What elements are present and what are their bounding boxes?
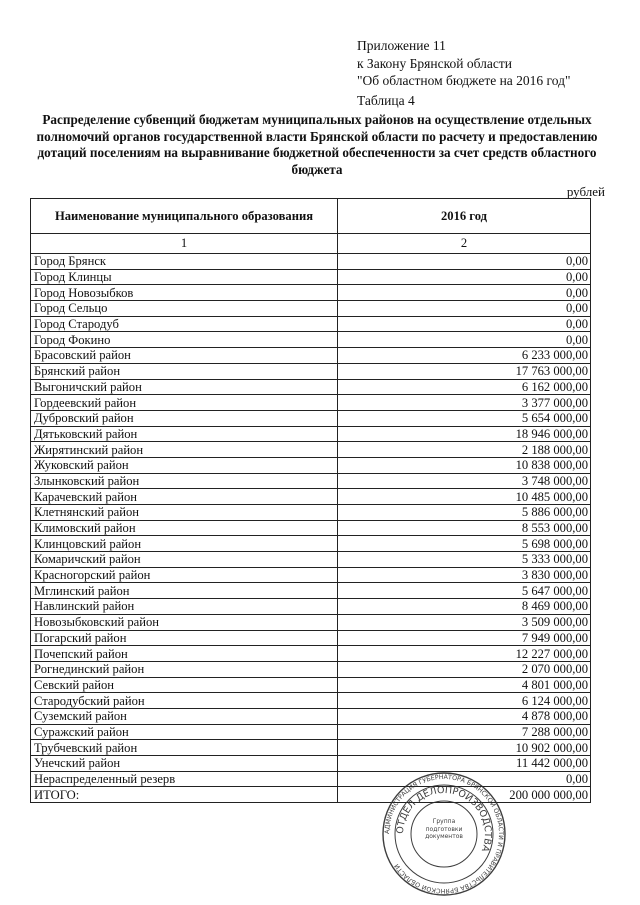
municipality-name: Брянский район	[31, 363, 338, 379]
table-row	[31, 473, 591, 489]
municipality-name: Новозыбковский район	[31, 614, 338, 630]
municipality-name: Карачевский район	[31, 489, 338, 505]
table-row	[31, 583, 591, 599]
table-row	[31, 630, 591, 646]
municipality-name: Унечский район	[31, 756, 338, 772]
amount-value: 5 698 000,00	[338, 536, 591, 552]
amount-value: 8 469 000,00	[338, 599, 591, 615]
table-row	[31, 442, 591, 458]
column-header-year: 2016 год	[338, 199, 591, 234]
table-row	[31, 426, 591, 442]
amount-value: 6 233 000,00	[338, 348, 591, 364]
municipality-name: Климовский район	[31, 520, 338, 536]
subsidy-table	[30, 198, 591, 803]
municipality-name: Город Фокино	[31, 332, 338, 348]
municipality-name: Брасовский район	[31, 348, 338, 364]
municipality-name: Рогнединский район	[31, 661, 338, 677]
table-row	[31, 536, 591, 552]
amount-value: 10 902 000,00	[338, 740, 591, 756]
amount-value: 6 162 000,00	[338, 379, 591, 395]
table-row	[31, 646, 591, 662]
municipality-name: Мглинский район	[31, 583, 338, 599]
appendix-label: Приложение 11	[357, 38, 446, 53]
amount-value: 7 288 000,00	[338, 724, 591, 740]
municipality-name: Суземский район	[31, 708, 338, 724]
law-reference: к Закону Брянской области	[357, 55, 512, 71]
law-title: "Об областном бюджете на 2016 год"	[357, 73, 571, 88]
municipality-name: Стародубский район	[31, 693, 338, 709]
municipality-name: Дятьковский район	[31, 426, 338, 442]
stamp-outer-text: АДМИНИСТРАЦИЯ ГУБЕРНАТОРА БРЯНСКОЙ ОБЛАСТИ И ПРАВИТЕЛЬСТВА БРЯНСКОЙ ОБЛАСТИ	[383, 773, 505, 895]
amount-value: 5 886 000,00	[338, 505, 591, 521]
municipality-name: Клетнянский район	[31, 505, 338, 521]
amount-value: 18 946 000,00	[338, 426, 591, 442]
table-row	[31, 614, 591, 630]
amount-value: 6 124 000,00	[338, 693, 591, 709]
amount-value: 5 333 000,00	[338, 552, 591, 568]
table-row	[31, 661, 591, 677]
table-row	[31, 787, 591, 803]
amount-value: 0,00	[338, 254, 591, 270]
table-row	[31, 395, 591, 411]
table-row	[31, 567, 591, 583]
amount-value: 200 000 000,00	[338, 787, 591, 803]
amount-value: 2 070 000,00	[338, 661, 591, 677]
document-title: Распределение субвенций бюджетам муниципальных районов на осуществление отдельных полномочий органов государственной власти Брянской области по расчету и предоставлению дотаций поселениям на выравнивание бюджетной обеспеченности за счет средств областного бюджета	[36, 112, 598, 177]
official-stamp	[382, 772, 506, 896]
amount-value: 12 227 000,00	[338, 646, 591, 662]
table-row	[31, 269, 591, 285]
amount-value: 17 763 000,00	[338, 363, 591, 379]
municipality-name: Севский район	[31, 677, 338, 693]
table-row	[31, 708, 591, 724]
municipality-name: Город Клинцы	[31, 269, 338, 285]
table-row	[31, 740, 591, 756]
currency-unit: рублей	[566, 184, 605, 199]
amount-value: 0,00	[338, 316, 591, 332]
municipality-name: Злынковский район	[31, 473, 338, 489]
municipality-name: Клинцовский район	[31, 536, 338, 552]
amount-value: 8 553 000,00	[338, 520, 591, 536]
column-number-2: 2	[338, 234, 591, 254]
table-row	[31, 724, 591, 740]
municipality-name: Город Стародуб	[31, 316, 338, 332]
amount-value: 4 801 000,00	[338, 677, 591, 693]
amount-value: 3 377 000,00	[338, 395, 591, 411]
table-row	[31, 332, 591, 348]
column-number-1: 1	[31, 234, 338, 254]
municipality-name: Красногорский район	[31, 567, 338, 583]
column-number-row	[31, 234, 591, 254]
table-row	[31, 599, 591, 615]
municipality-name: Жуковский район	[31, 457, 338, 473]
table-row	[31, 410, 591, 426]
municipality-name: Навлинский район	[31, 599, 338, 615]
table-row	[31, 505, 591, 521]
amount-value: 5 647 000,00	[338, 583, 591, 599]
table-header-row	[31, 199, 591, 234]
table-row	[31, 693, 591, 709]
municipality-name: Выгоничский район	[31, 379, 338, 395]
municipality-name: Жирятинский район	[31, 442, 338, 458]
amount-value: 7 949 000,00	[338, 630, 591, 646]
table-row	[31, 348, 591, 364]
table-row	[31, 489, 591, 505]
amount-value: 2 188 000,00	[338, 442, 591, 458]
amount-value: 0,00	[338, 269, 591, 285]
table-row	[31, 552, 591, 568]
table-row	[31, 379, 591, 395]
table-row	[31, 457, 591, 473]
amount-value: 10 838 000,00	[338, 457, 591, 473]
stamp-center-text: Группа подготовки документов	[425, 818, 463, 840]
amount-value: 0,00	[338, 285, 591, 301]
amount-value: 11 442 000,00	[338, 756, 591, 772]
municipality-name: Город Сельцо	[31, 301, 338, 317]
table-row	[31, 677, 591, 693]
amount-value: 3 748 000,00	[338, 473, 591, 489]
table-row	[31, 301, 591, 317]
table-row	[31, 285, 591, 301]
municipality-name: ИТОГО:	[31, 787, 338, 803]
stamp-inner-text: ОТДЕЛ ДЕЛОПРОИЗВОДСТВА	[394, 784, 494, 854]
table-row	[31, 363, 591, 379]
table-row	[31, 316, 591, 332]
table-row	[31, 520, 591, 536]
municipality-name: Трубчевский район	[31, 740, 338, 756]
document-header	[357, 37, 571, 109]
municipality-name: Дубровский район	[31, 410, 338, 426]
amount-value: 0,00	[338, 771, 591, 787]
amount-value: 4 878 000,00	[338, 708, 591, 724]
table-row	[31, 756, 591, 772]
table-row	[31, 254, 591, 270]
amount-value: 0,00	[338, 301, 591, 317]
municipality-name: Город Новозыбков	[31, 285, 338, 301]
municipality-name: Почепский район	[31, 646, 338, 662]
amount-value: 5 654 000,00	[338, 410, 591, 426]
amount-value: 3 830 000,00	[338, 567, 591, 583]
municipality-name: Гордеевский район	[31, 395, 338, 411]
municipality-name: Погарский район	[31, 630, 338, 646]
table-row	[31, 771, 591, 787]
amount-value: 0,00	[338, 332, 591, 348]
table-label: Таблица 4	[357, 92, 415, 108]
municipality-name: Нераспределенный резерв	[31, 771, 338, 787]
municipality-name: Город Брянск	[31, 254, 338, 270]
municipality-name: Комаричский район	[31, 552, 338, 568]
column-header-name: Наименование муниципального образования	[31, 199, 338, 234]
amount-value: 10 485 000,00	[338, 489, 591, 505]
amount-value: 3 509 000,00	[338, 614, 591, 630]
municipality-name: Суражский район	[31, 724, 338, 740]
